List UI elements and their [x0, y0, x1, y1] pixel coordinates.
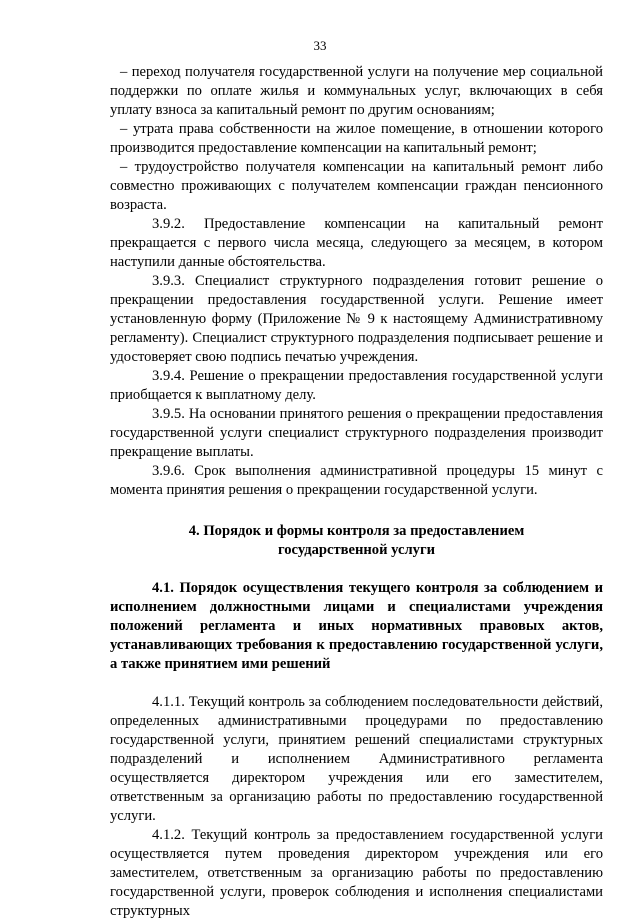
bullet-paragraph: – переход получателя государственной услуги на получение мер социальной поддержки по оплате жилья и коммунальных услуг, включающих в себя уплату взноса за капитальный ремонт по другим основаниям; [110, 64, 603, 118]
paragraph-3-9-2: 3.9.2. Предоставление компенсации на капитальный ремонт прекращается с первого числа месяца, следующего за месяцем, в котором наступили данные обстоятельства. [110, 216, 603, 270]
page-number: 33 [313, 38, 327, 53]
paragraph-4-1-1: 4.1.1. Текущий контроль за соблюдением последовательности действий, определенных административными процедурами по предоставлению государственной услуги, принятием решений специалистами структурных подразделений и исполнением Административного регламента осуществляется директором учреждения или его заместителем, ответственным за организацию работы по предоставлению государственной услуги. [110, 694, 603, 824]
paragraph-4-1-2: 4.1.2. Текущий контроль за предоставлением государственной услуги осуществляется путем проведения директором учреждения или его заместителем, ответственным за организацию работы по предоставлению государственной услуги, проверок соблюдения и исполнения специалистами структурных [110, 827, 603, 919]
bullet-paragraph: – утрата права собственности на жилое помещение, в отношении которого производится предоставление компенсации на капитальный ремонт; [110, 121, 603, 156]
section-heading-line2: государственной услуги [277, 542, 436, 558]
bullet-paragraph: – трудоустройство получателя компенсации на капитальный ремонт либо совместно проживающих с получателем компенсации граждан пенсионного возраста. [110, 159, 603, 213]
paragraph-3-9-5: 3.9.5. На основании принятого решения о прекращении предоставления государственной услуги специалист структурного подразделения производит прекращение выплаты. [110, 406, 603, 460]
spacer [110, 674, 603, 693]
paragraph-3-9-6: 3.9.6. Срок выполнения административной процедуры 15 минут с момента принятия решения о прекращении государственной услуги. [110, 463, 603, 498]
paragraph-3-9-4: 3.9.4. Решение о прекращении предоставления государственной услуги приобщается к выплатному делу. [110, 368, 603, 403]
section-heading-line1: 4. Порядок и формы контроля за предоставлением [188, 523, 525, 539]
section-heading [110, 522, 603, 560]
paragraph-3-9-3: 3.9.3. Специалист структурного подразделения готовит решение о прекращении предоставления государственной услуги. Решение имеет установленную форму (Приложение № 9 к настоящему Административному регламенту). Специалист структурного подразделения подписывает решение и удостоверяет свою подпись печатью учреждения. [110, 273, 603, 365]
subsection-heading: 4.1. Порядок осуществления текущего контроля за соблюдением и исполнением должностными лицами и специалистами учреждения положений регламента и иных нормативных правовых актов, устанавливающих требования к предоставлению государственной услуги, а также принятием ими решений [110, 580, 603, 672]
document-body [110, 63, 603, 921]
